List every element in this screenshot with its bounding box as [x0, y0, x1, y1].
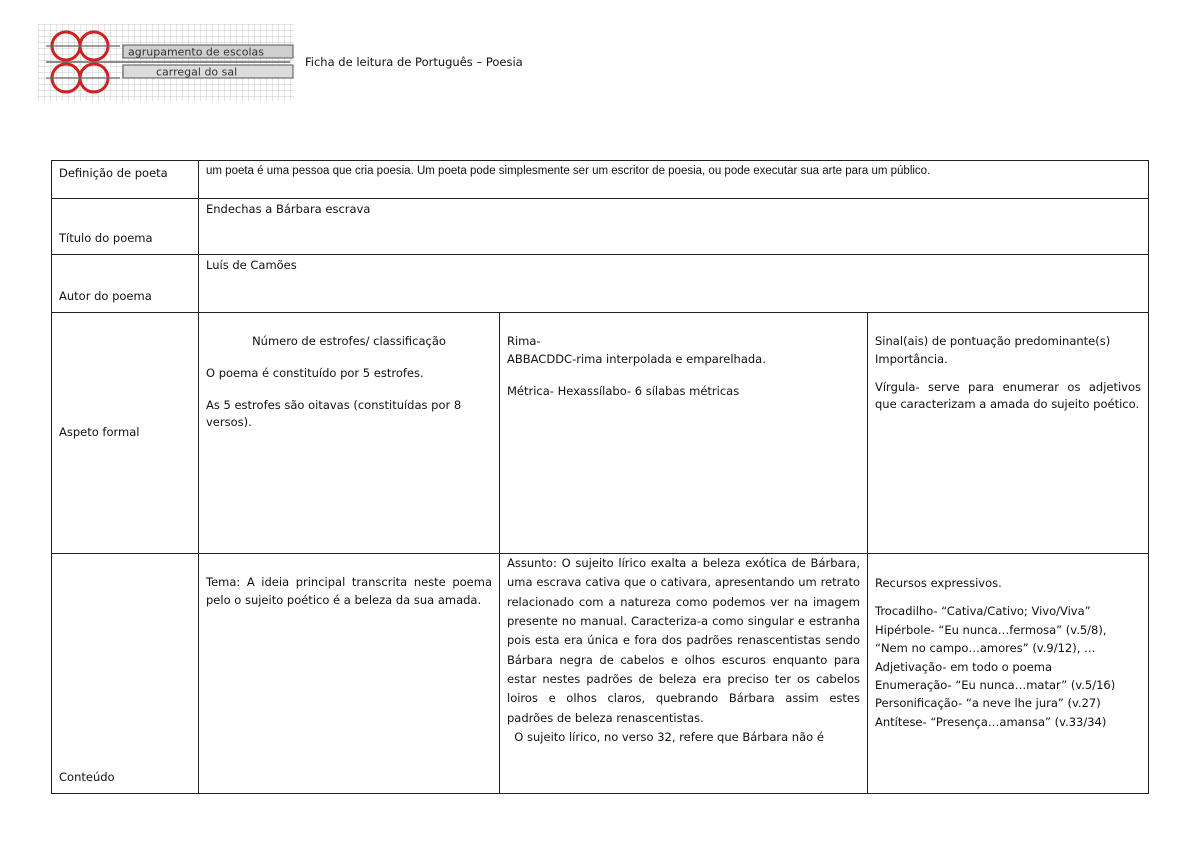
- label-autor: Autor do poema: [52, 255, 199, 313]
- recurso-item: Adjetivação- em todo o poema: [875, 659, 1053, 674]
- aspeto-col-pontuacao: [868, 313, 1149, 554]
- row-definicao: [52, 161, 1149, 199]
- row-titulo: [52, 199, 1149, 255]
- conteudo-tema: Tema: A ideia principal transcrita neste poema pelo o sujeito poético é a beleza da sua amada.: [199, 554, 500, 794]
- recursos-heading: Recursos expressivos.: [875, 576, 1002, 590]
- recurso-item: Enumeração- “Eu nunca…matar” (v.5/16): [875, 677, 1116, 692]
- svg-text:agrupamento de escolas: agrupamento de escolas: [128, 45, 264, 59]
- pontuacao-importancia: Importância.: [875, 351, 948, 366]
- label-titulo: Título do poema: [52, 199, 199, 255]
- row-conteudo: [52, 554, 1149, 794]
- estrofes-count: O poema é constituído por 5 estrofes.: [206, 365, 424, 380]
- row-aspeto-formal: [52, 313, 1149, 554]
- recurso-item: Antítese- “Presença…amansa” (v.33/34): [875, 714, 1107, 729]
- recurso-item: Trocadilho- “Cativa/Cativo; Vivo/Viva”: [875, 604, 1091, 619]
- estrofes-type: As 5 estrofes são oitavas (constituídas por 8 versos).: [206, 397, 462, 430]
- conteudo-assunto: [500, 554, 868, 794]
- rima-label: Rima-: [507, 334, 541, 348]
- school-logo: [38, 24, 294, 101]
- document-title: Ficha de leitura de Português – Poesia: [305, 55, 523, 69]
- estrofes-heading: Número de estrofes/ classificação: [252, 334, 446, 348]
- rima-scheme: ABBACDDC-rima interpolada e emparelhada.: [507, 351, 766, 366]
- pontuacao-heading: Sinal(ais) de pontuação predominante(s): [875, 334, 1111, 348]
- value-titulo: Endechas a Bárbara escrava: [199, 199, 1149, 255]
- row-autor: [52, 255, 1149, 313]
- recurso-item: Personificação- “a neve lhe jura” (v.27): [875, 696, 1101, 711]
- svg-text:carregal do sal: carregal do sal: [156, 65, 238, 79]
- value-autor: Luís de Camões: [199, 255, 1149, 313]
- pontuacao-virgula: Vírgula- serve para enumerar os adjetivos que caracterizam a amada do sujeito poético.: [875, 379, 1142, 412]
- label-definicao: Definição de poeta: [52, 161, 199, 199]
- label-aspeto: Aspeto formal: [52, 313, 199, 554]
- recurso-item: Hipérbole- “Eu nunca…fermosa” (v.5/8), “Nem no campo…amores” (v.9/12), …: [875, 622, 1107, 656]
- conteudo-recursos: [868, 554, 1149, 794]
- aspeto-col-rima: [500, 313, 868, 554]
- value-definicao: um poeta é uma pessoa que cria poesia. Um poeta pode simplesmente ser um escritor de poesia, ou pode executar sua arte para um público.: [199, 161, 1149, 199]
- reading-sheet-table: [51, 160, 1149, 794]
- aspeto-col-estrofes: [199, 313, 500, 554]
- label-conteudo: Conteúdo: [52, 554, 199, 794]
- metrica: Métrica- Hexassílabo- 6 sílabas métricas: [507, 383, 740, 398]
- assunto-continuation: O sujeito lírico, no verso 32, refere que Bárbara não é: [507, 729, 824, 744]
- assunto-paragraph: Assunto: O sujeito lírico exalta a beleza exótica de Bárbara, uma escrava cativa que o cativara, apresentando um retrato relacionado com a natureza como podemos ver na imagem presente no manual. Caracteriza-a como singular e estranha pois esta era única e fora dos padrões renascentistas sendo Bárbara negra de cabelos e olhos escuros enquanto para estar nestes padrões de beleza era preciso ter os cabelos loiros e olhos claros, quebrando Bárbara assim estes padrões de beleza renascentistas.: [507, 556, 860, 725]
